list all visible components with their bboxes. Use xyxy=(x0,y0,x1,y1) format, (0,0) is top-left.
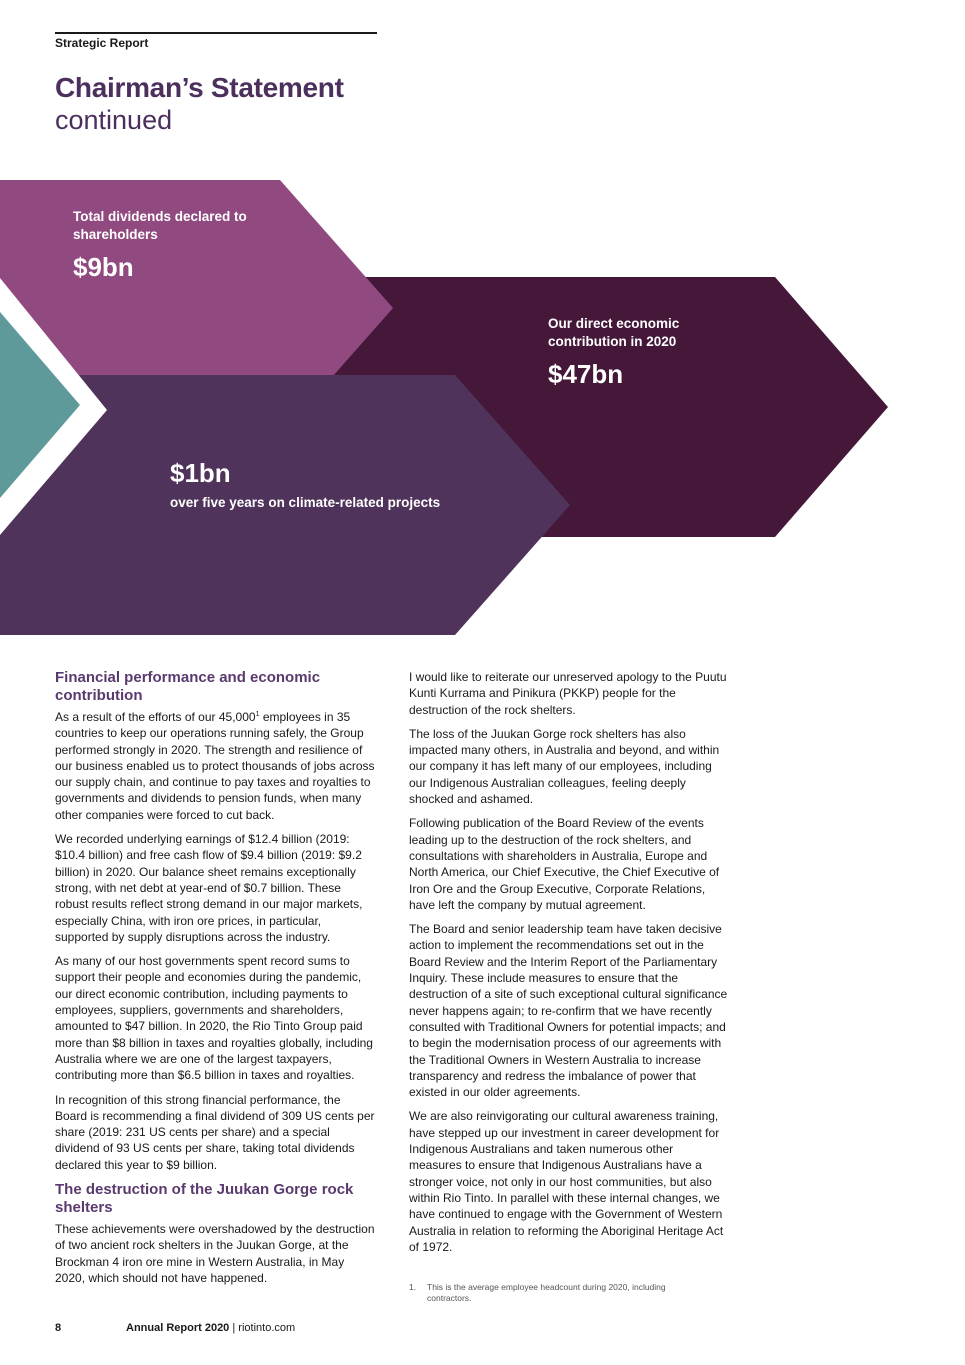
footnote-ref: 1 xyxy=(255,711,260,718)
right-column xyxy=(409,669,729,1263)
climate-label: over five years on climate-related projects xyxy=(170,495,441,510)
paragraph: In recognition of this strong financial performance, the Board is recommending a final dividend of 309 US cents per share (2019: 231 US cents per share) and a special dividend of 93 US cents per share, taking total dividends declared this year to $9 billion. xyxy=(55,1092,375,1172)
paragraph: As many of our host governments spent record sums to support their people and economies during the pandemic, our direct economic contribution, including payments to employees, suppliers, governments and shareholders, amounted to $47 billion. In 2020, the Rio Tinto Group paid more than $8 billion in taxes and royalties globally, including Australia where we are one of the largest taxpayers, contributing more than $6.5 billion in taxes and royalties. xyxy=(55,954,373,1083)
website-link[interactable]: riotinto.com xyxy=(238,1322,296,1334)
chevron-graphic xyxy=(0,0,965,660)
footnote xyxy=(409,1282,679,1304)
page-footer xyxy=(55,1322,295,1334)
paragraph: The loss of the Juukan Gorge rock shelters has also impacted many others, in Australia and beyond, and within our company it has left many of our employees, including our Indigenous Australian colleagues, feeling deeply shocked and ashamed. xyxy=(409,726,720,807)
paragraph: These achievements were overshadowed by the destruction of two ancient rock shelters in the Juukan Gorge, at the Brockman 4 iron ore mine in Western Australia, in May 2020, which should not have happened. xyxy=(55,1222,375,1285)
report-name: Annual Report 2020 xyxy=(126,1322,230,1334)
paragraph: I would like to reiterate our unreserved apology to the Puutu Kunti Kurrama and Pinikura (PKKP) people for the destruction of the rock shelters. xyxy=(409,670,727,717)
paragraph: We are also reinvigorating our cultural awareness training, have stepped up our investment in career development for Indigenous Australians and taken numerous other measures to ensure that Indigenous Australians have a stronger voice, not only in our host communities, but also within Rio Tinto. In parallel with these internal changes, we have continued to engage with the Government of Western Australia in relation to reforming the Aboriginal Heritage Act of 1972. xyxy=(409,1109,724,1254)
paragraph xyxy=(55,709,375,823)
paragraph-text: As a result of the efforts of our 45,000 xyxy=(55,710,256,724)
dividends-label: Total dividends declared to shareholders xyxy=(73,209,247,242)
climate-value: $1bn xyxy=(170,458,231,488)
economic-label: Our direct economic contribution in 2020 xyxy=(548,316,680,349)
climate-callout xyxy=(170,458,550,512)
financial-heading: Financial performance and economic contribution xyxy=(55,669,321,704)
dividends-value: $9bn xyxy=(73,252,134,282)
paragraph: Following publication of the Board Review of the events leading up to the destruction of the rock shelters, and consultations with shareholders in Australia, Europe and North America, our Chief Executive, the Chief Executive of Iron Ore and the Group Executive, Corporate Relations, have left the company by mutual agreement. xyxy=(409,816,720,912)
page-title: Chairman’s Statement xyxy=(55,72,344,103)
paragraph: The Board and senior leadership team have taken decisive action to implement the recommendations set out in the Board Review and the Interim Report of the Parliamentary Inquiry. These include measures to ensure that the destruction of a site of such exceptional cultural significance never happens again; to re-confirm that we have recently consulted with Traditional Owners for potential impacts; and to begin the modernisation process of our agreements with the Traditional Owners in Western Australia to increase transparency and redress the imbalance of power that existed in our older agreements. xyxy=(409,922,728,1100)
page-subtitle: continued xyxy=(55,105,173,135)
economic-value: $47bn xyxy=(548,359,624,389)
footnote-number: 1. xyxy=(409,1282,417,1292)
footnote-text: This is the average employee headcount during 2020, including contractors. xyxy=(427,1282,666,1303)
left-column xyxy=(55,669,375,1294)
economic-callout xyxy=(548,315,748,389)
paragraph-text: employees in 35 countries to keep our operations running safely, the Group performed strongly in 2020. The strength and resilience of our business enabled us to protect thousands of jobs across our supply chain, and continue to pay taxes and royalties to governments and dividends to pension funds, when many other companies were forced to cut back. xyxy=(55,710,375,822)
section-label: Strategic Report xyxy=(55,36,149,50)
page-number: 8 xyxy=(55,1322,62,1334)
dividends-callout xyxy=(73,208,303,282)
paragraph: We recorded underlying earnings of $12.4 billion (2019: $10.4 billion) and free cash flow of $9.4 billion (2019: $9.2 billion) in 2020. Our balance sheet remains exceptionally strong, with net debt at year-end of $0.7 billion. These robust results reflect strong demand in our major markets, especially China, with iron ore prices, in particular, supported by supply disruptions across the industry. xyxy=(55,832,363,944)
footer-separator: | xyxy=(232,1322,236,1334)
juukan-heading: The destruction of the Juukan Gorge rock shelters xyxy=(55,1181,354,1217)
